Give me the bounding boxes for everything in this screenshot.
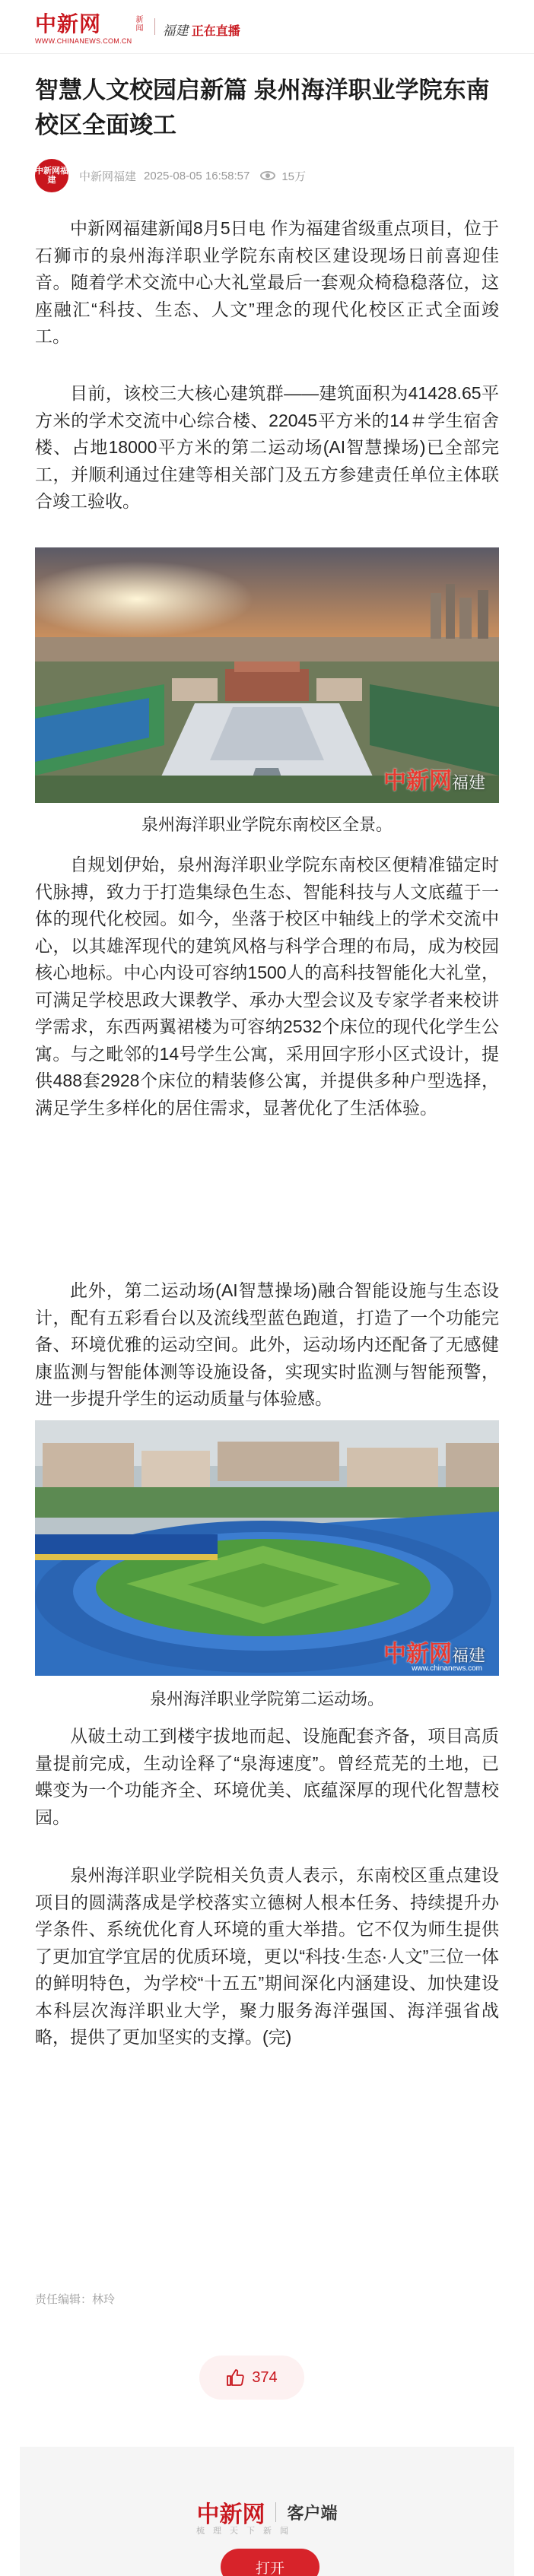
site-header	[0, 0, 534, 49]
logo-text: 中新网	[35, 13, 102, 36]
open-app-button[interactable]: 打开	[221, 2549, 319, 2576]
channel-name: 正在直播	[191, 25, 240, 38]
footer-brand: 中新网	[196, 2502, 265, 2527]
eye-icon	[260, 171, 275, 180]
view-count: 15万	[281, 170, 306, 183]
watermark-brand: 中新网	[383, 1642, 452, 1667]
article-paragraph: 泉州海洋职业学院相关负责人表示，东南校区重点建设项目的圆满落成是学校落实立德树人根本任务、持续提升办学条件、系统优化育人环境的重大举措。它不仅为师生提供了更加宜学宜居的优质环境，更以“科技·生态·人文”三位一体的鲜明特色，为学校“十五五”期间深化内涵建设、加快建设本科层次海洋职业大学，聚力服务海洋强国、海洋强省战略，提供了更加坚实的支撑。(完)	[35, 1865, 499, 2047]
footer-divider	[275, 2502, 276, 2522]
watermark-region: 福建	[451, 1646, 485, 1665]
like-count: 374	[252, 2368, 278, 2386]
logo-tag: 新闻	[135, 16, 144, 33]
watermark-brand: 中新网	[383, 769, 452, 794]
app-promo-footer	[20, 2447, 514, 2576]
article-paragraph: 目前，该校三大核心建筑群——建筑面积为41428.65平方米的学术交流中心综合楼、22045平方米的14＃学生宿舍楼、占地18000平方米的第二运动场(AI智慧操场)已全部完工，并顺利通过住建等相关部门及五方参建责任单位主体联合竣工验收。	[35, 383, 499, 511]
logo-url: WWW.CHINANEWS.COM.CN	[35, 37, 132, 45]
watermark-region: 福建	[451, 773, 485, 792]
article-paragraph: 此外，第二运动场(AI智慧操场)融合智能设施与生态设计，配有五彩看台以及流线型蓝色跑道，打造了一个功能完备、环境优雅的运动空间。此外，运动场内还配备了无感健康监测与智能体测等设施设备，实现实时监测与智能预警，进一步提升学生的运动质量与体验感。	[35, 1280, 499, 1408]
footer-client-label: 客户端	[287, 2503, 338, 2523]
photo-watermark	[383, 762, 485, 795]
article-meta	[35, 158, 306, 193]
header-divider-line	[0, 53, 534, 54]
like-button[interactable]	[199, 2356, 304, 2400]
channel-label[interactable]	[163, 20, 240, 39]
thumbs-up-icon	[226, 2368, 244, 2387]
sports-field-photo[interactable]	[35, 1420, 499, 1676]
article-time: 2025-08-05 16:58:57	[144, 169, 250, 182]
photo-watermark	[383, 1635, 485, 1668]
channel-prefix: 福建	[162, 24, 189, 38]
campus-aerial-photo[interactable]	[35, 547, 499, 803]
editor-credit: 责任编辑：林玲	[35, 2293, 116, 2306]
source-avatar[interactable]: 中新网福建	[35, 159, 68, 192]
photo-caption: 泉州海洋职业学院东南校区全景。	[141, 815, 393, 834]
footer-slogan: 梳理天下新闻	[196, 2527, 297, 2536]
article-paragraph: 从破土动工到楼宇拔地而起、设施配套齐备，项目高质量提前完成，生动诠释了“泉海速度”。曾经荒芜的土地，已蝶变为一个功能齐全、环境优美、底蕴深厚的现代化智慧校园。	[35, 1726, 499, 1827]
photo-caption: 泉州海洋职业学院第二运动场。	[149, 1689, 384, 1708]
site-logo[interactable]	[35, 14, 132, 45]
article-paragraph: 自规划伊始，泉州海洋职业学院东南校区便精准锚定时代脉搏，致力于打造集绿色生态、智能科技与人文底蕴于一体的现代化校园。如今，坐落于校区中轴线上的学术交流中心，以其雄浑现代的建筑风格与科学合理的布局，成为校园核心地标。中心内设可容纳1500人的高科技智能化大礼堂，可满足学校思政大课教学、承办大型会议及专家学者来校讲学需求，东西两翼裙楼为可容纳2532个床位的现代化学生公寓。与之毗邻的14号学生公寓，采用回字形小区式设计，提供488套2928个床位的精装修公寓，并提供多种户型选择，满足学生多样化的居住需求，显著优化了生活体验。	[35, 855, 499, 1118]
header-divider	[154, 18, 155, 35]
article-paragraph: 中新网福建新闻8月5日电 作为福建省级重点项目，位于石狮市的泉州海洋职业学院东南校区建设现场日前喜迎佳音。随着学术交流中心大礼堂最后一套观众椅稳稳落位，这座融汇“科技、生态、人文”理念的现代化校区正式全面竣工。	[35, 218, 499, 346]
article-source[interactable]: 中新网福建	[79, 170, 137, 183]
watermark-url: www.chinanews.com	[412, 1664, 482, 1673]
article-title: 智慧人文校园启新篇 泉州海洋职业学院东南校区全面竣工	[35, 77, 490, 138]
